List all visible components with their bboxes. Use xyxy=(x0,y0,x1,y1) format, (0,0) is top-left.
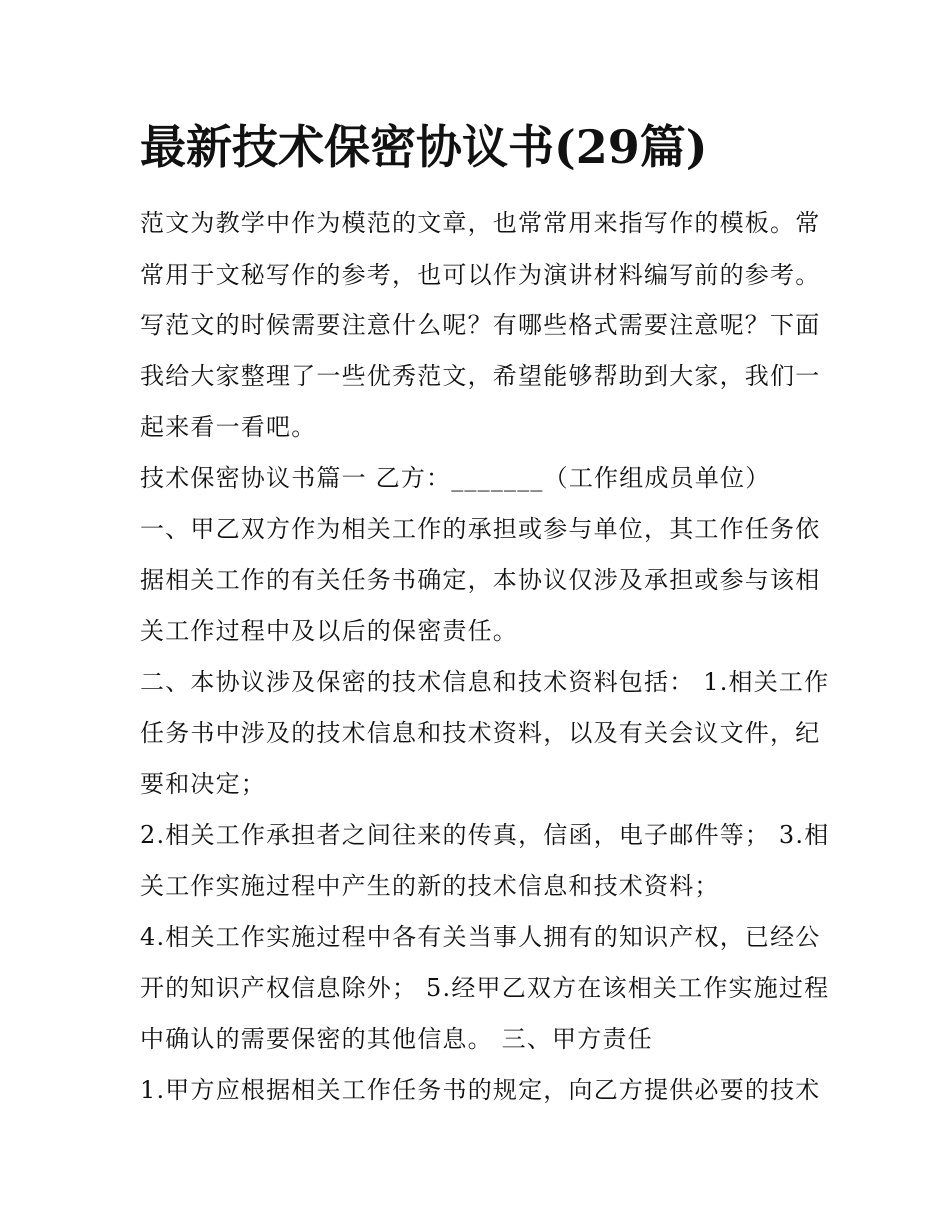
body-line: 要和决定； xyxy=(140,770,266,798)
body-line: 任务书中涉及的技术信息和技术资料，以及有关会议文件，纪 xyxy=(140,719,821,747)
body-line: 起来看一看吧。 xyxy=(140,413,317,441)
body-line: 常用于文秘写作的参考，也可以作为演讲材料编写前的参考。 xyxy=(140,261,821,289)
body-line: 范文为教学中作为模范的文章，也常常用来指写作的模板。常 xyxy=(140,209,821,237)
body-line: 1.甲方应根据相关工作任务书的规定，向乙方提供必要的技术 xyxy=(140,1076,821,1104)
body-line: 关工作过程中及以后的保密责任。 xyxy=(140,617,518,645)
section-heading-line: 技术保密协议书篇一 乙方：_______（工作组成员单位） xyxy=(140,464,771,492)
body-line: 关工作实施过程中产生的新的技术信息和技术资料； xyxy=(140,872,720,900)
body-line: 我给大家整理了一些优秀范文，希望能够帮助到大家，我们一 xyxy=(140,362,821,390)
document-title: 最新技术保密协议书(29篇) xyxy=(140,120,708,174)
body-line: 2.相关工作承担者之间往来的传真，信函，电子邮件等； 3.相 xyxy=(140,821,830,849)
body-line: 中确认的需要保密的其他信息。 三、甲方责任 xyxy=(140,1025,653,1053)
body-line: 4.相关工作实施过程中各有关当事人拥有的知识产权，已经公 xyxy=(140,923,821,951)
body-line: 开的知识产权信息除外； 5.经甲乙双方在该相关工作实施过程 xyxy=(140,974,830,1002)
body-line: 二、本协议涉及保密的技术信息和技术资料包括： 1.相关工作 xyxy=(140,668,830,696)
body-line: 据相关工作的有关任务书确定，本协议仅涉及承担或参与该相 xyxy=(140,566,821,594)
body-line: 写范文的时候需要注意什么呢？有哪些格式需要注意呢？下面 xyxy=(140,311,821,339)
body-line: 一、甲乙双方作为相关工作的承担或参与单位，其工作任务依 xyxy=(140,515,821,543)
